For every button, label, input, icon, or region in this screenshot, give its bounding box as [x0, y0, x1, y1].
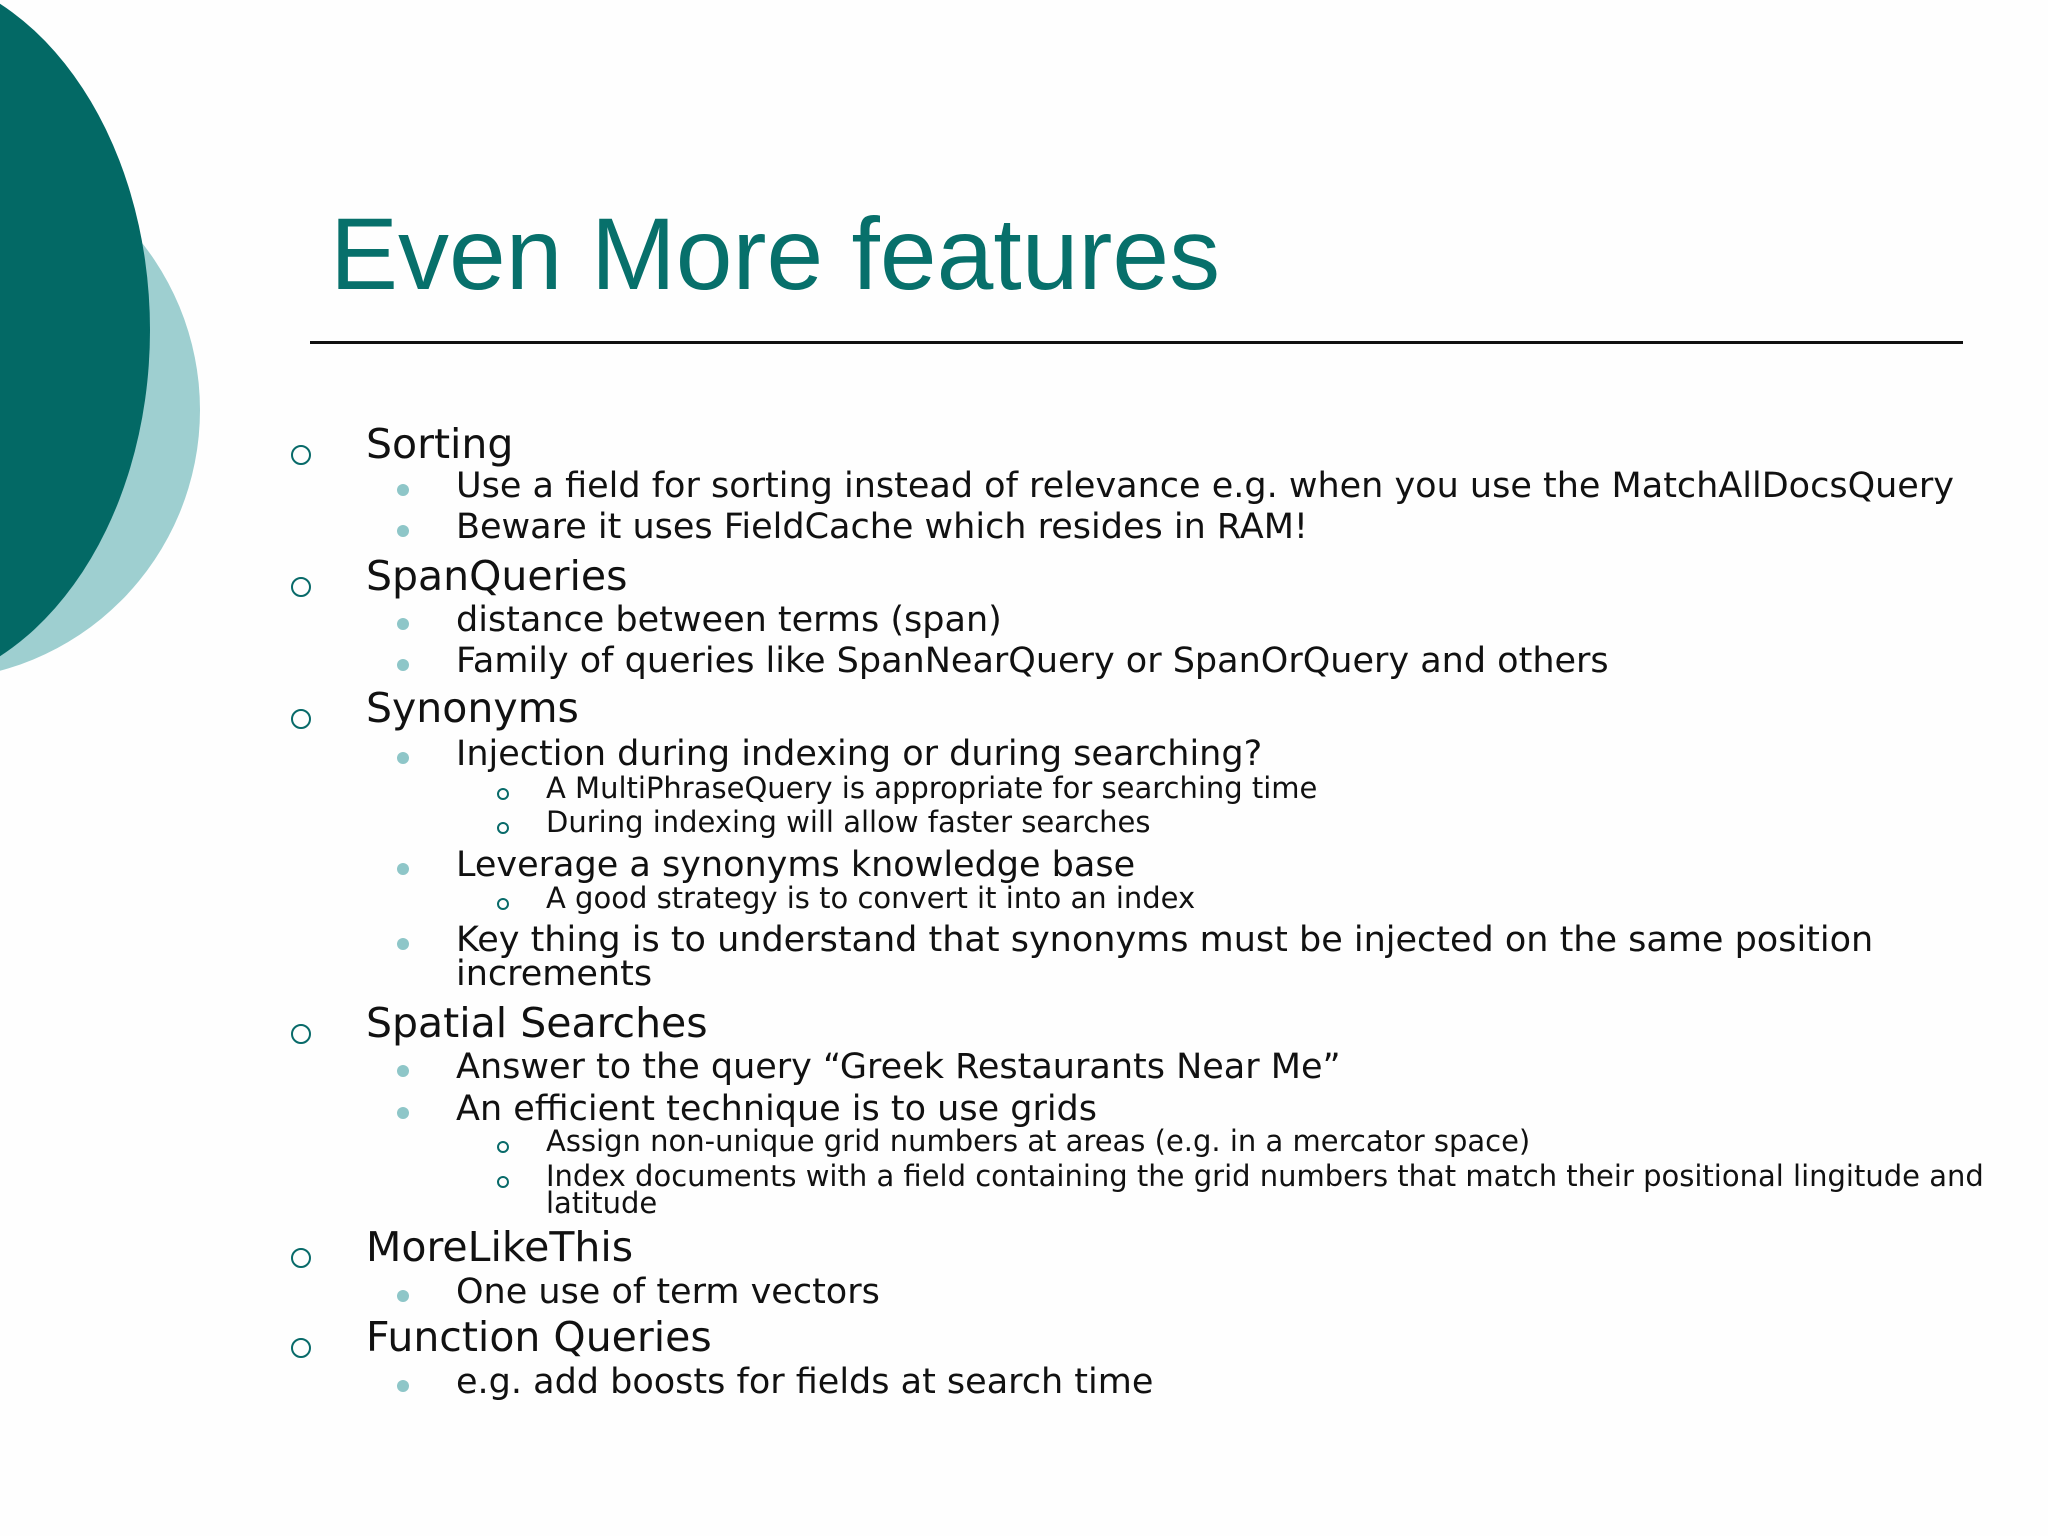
list-item-text: A MultiPhraseQuery is appropriate for searching time [546, 771, 1318, 805]
list-item-text: Leverage a synonyms knowledge base [456, 845, 1136, 885]
list-item-text: Index documents with a field containing the grid numbers that match their positional lingitude and latitude [546, 1159, 1984, 1220]
slide-title: Even More features [330, 197, 1221, 311]
filled-circle-bullet-icon [397, 659, 409, 671]
list-item-text: During indexing will allow faster searches [546, 805, 1151, 839]
filled-circle-bullet-icon [397, 525, 409, 537]
list-item-text: Beware it uses FieldCache which resides in RAM! [456, 507, 1308, 547]
list-item-text: Sorting [366, 420, 514, 468]
filled-circle-bullet-icon [397, 1065, 409, 1077]
list-item-text: Spatial Searches [366, 999, 708, 1047]
filled-circle-bullet-icon [397, 618, 409, 630]
filled-circle-bullet-icon [397, 752, 409, 764]
hollow-circle-bullet-icon [497, 1176, 509, 1188]
hollow-circle-bullet-icon [497, 822, 509, 834]
list-item-text: Synonyms [366, 684, 579, 732]
filled-circle-bullet-icon [397, 863, 409, 875]
filled-circle-bullet-icon [397, 1107, 409, 1119]
hollow-circle-bullet-icon [291, 1338, 311, 1358]
list-item-text: Injection during indexing or during searching? [456, 734, 1263, 774]
list-item-text: Use a field for sorting instead of relevance e.g. when you use the MatchAllDocsQuery [456, 466, 1954, 506]
list-item-text: Key thing is to understand that synonyms must be injected on the same position increments [456, 920, 1874, 994]
hollow-circle-bullet-icon [291, 1248, 311, 1268]
list-item-text: MoreLikeThis [366, 1223, 634, 1271]
filled-circle-bullet-icon [397, 1290, 409, 1302]
hollow-circle-bullet-icon [497, 898, 509, 910]
list-item-text: e.g. add boosts for fields at search time [456, 1362, 1154, 1402]
hollow-circle-bullet-icon [291, 1024, 311, 1044]
filled-circle-bullet-icon [397, 484, 409, 496]
list-item-text: Assign non-unique grid numbers at areas (e.g. in a mercator space) [546, 1124, 1531, 1158]
hollow-circle-bullet-icon [497, 788, 509, 800]
list-item-text: An efficient technique is to use grids [456, 1089, 1098, 1129]
list-item-text: Answer to the query “Greek Restaurants Near Me” [456, 1047, 1341, 1087]
list-item-text: distance between terms (span) [456, 600, 1002, 640]
list-item-text: SpanQueries [366, 552, 628, 600]
list-item-text: Family of queries like SpanNearQuery or SpanOrQuery and others [456, 641, 1609, 681]
list-item-text: A good strategy is to convert it into an index [546, 881, 1196, 915]
list-item-text: One use of term vectors [456, 1272, 880, 1312]
title-divider [310, 341, 1963, 344]
hollow-circle-bullet-icon [497, 1141, 509, 1153]
filled-circle-bullet-icon [397, 938, 409, 950]
list-item-text: Function Queries [366, 1313, 712, 1361]
hollow-circle-bullet-icon [291, 709, 311, 729]
hollow-circle-bullet-icon [291, 445, 311, 465]
hollow-circle-bullet-icon [291, 577, 311, 597]
filled-circle-bullet-icon [397, 1380, 409, 1392]
